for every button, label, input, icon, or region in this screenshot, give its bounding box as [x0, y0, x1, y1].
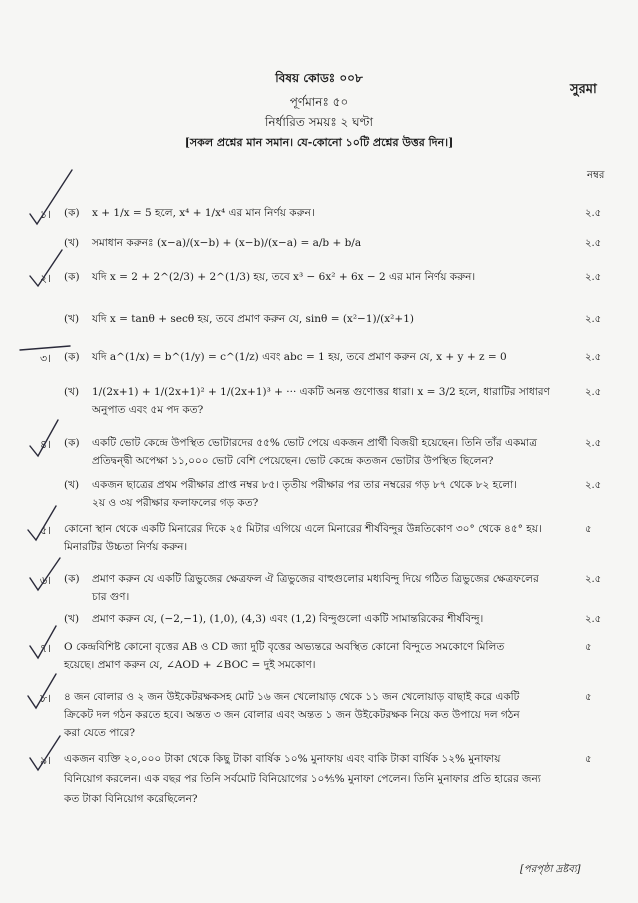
question-mark: ২.৫	[585, 272, 602, 283]
question-mark: ৫	[585, 642, 592, 653]
part-label: (খ)	[64, 237, 80, 249]
question-number: ৭।	[40, 642, 52, 655]
question-mark: ২.৫	[585, 438, 602, 449]
question-text: ৪ জন বোলার ও ২ জন উইকেটরক্ষকসহ মোট ১৬ জন খেলোয়াড় থেকে ১১ জন খেলোয়াড় বাছাই করে একটি	[64, 691, 520, 703]
question-mark: ২.৫	[585, 574, 602, 585]
question-text-cont: মিনারটির উচ্চতা নির্ণয় করুন।	[64, 541, 188, 553]
question-text-cont: কত টাকা বিনিয়োগ করেছিলেন?	[64, 793, 198, 805]
question-text-cont: প্রতিদ্বন্দ্বী অপেক্ষা ১১,০০০ ভোট বেশি পেয়েছেন। ভোট কেন্দ্রে কতজন ভোটার উপস্থিত ছিলেন?	[92, 455, 494, 467]
marks-column-label: নম্বর	[587, 170, 605, 181]
question-mark: ৫	[585, 692, 592, 703]
brand-logo: সুরমা	[570, 82, 597, 97]
question-text-cont: হয়েছে। প্রমাণ করুন যে, ∠AOD + ∠BOC = দুই সমকোণ।	[64, 659, 316, 671]
question-text: যদি x = 2 + 2^(2/3) + 2^(1/3) হয়, তবে x³ − 6x² + 6x − 2 এর মান নির্ণয় করুন।	[92, 271, 476, 283]
question-number: ১।	[40, 208, 52, 221]
question-text: যদি x = tanθ + secθ হয়, তবে প্রমাণ করুন যে, sinθ = (x²−1)/(x²+1)	[92, 313, 414, 325]
question-mark: ৫	[585, 524, 592, 535]
next-page-note: [পরপৃষ্ঠা দ্রষ্টব্য]	[520, 864, 581, 875]
question-number: ৫।	[40, 524, 52, 537]
question-number: ২।	[40, 272, 52, 285]
question-text: প্রমাণ করুন যে একটি ত্রিভুজের ক্ষেত্রফল ঐ ত্রিভুজের বাহুগুলোর মধ্যবিন্দু দিয়ে গঠিত ত্রিভুজের ক্ষেত্রফলের	[92, 573, 539, 585]
part-label: (ক)	[64, 207, 80, 219]
question-number: ৪।	[40, 438, 52, 451]
question-text: সমাধান করুনঃ (x−a)/(x−b) + (x−b)/(x−a) = a/b + b/a	[92, 237, 362, 249]
question-mark: ২.৫	[585, 314, 602, 325]
question-mark: ২.৫	[585, 387, 602, 398]
part-label: (খ)	[64, 479, 80, 491]
question-number: ৯।	[40, 754, 52, 767]
question-mark: ২.৫	[585, 238, 602, 249]
part-label: (খ)	[64, 313, 80, 325]
part-label: (খ)	[64, 386, 80, 398]
question-text: প্রমাণ করুন যে, (−2,−1), (1,0), (4,3) এবং (1,2) বিন্দুগুলো একটি সামান্তরিকের শীর্ষবিন্দু।	[92, 613, 484, 625]
question-number: ৬।	[40, 574, 52, 587]
question-number: ৮।	[40, 692, 52, 705]
question-text-cont: চার গুণ।	[92, 591, 130, 603]
question-text: O কেন্দ্রবিশিষ্ট কোনো বৃত্তের AB ও CD জ্যা দুটি বৃত্তের অভ্যন্তরে অবস্থিত কোনো বিন্দুতে সমকোণে মিলিত	[64, 641, 505, 653]
part-label: (ক)	[64, 351, 80, 363]
question-mark: ২.৫	[585, 352, 602, 363]
part-label: (ক)	[64, 437, 80, 449]
question-text: একজন ব্যক্তি ২০,০০০ টাকা থেকে কিছু টাকা বার্ষিক ১০% মুনাফায় এবং বাকি টাকা বার্ষিক ১২% মুনাফায়	[64, 753, 501, 765]
question-text-cont: ক্রিকেট দল গঠন করতে হবে। অন্তত ৩ জন বোলার এবং অন্তত ১ জন উইকেটরক্ষক নিয়ে কত উপায়ে দল গঠন	[64, 709, 520, 721]
question-mark: ২.৫	[585, 614, 602, 625]
part-label: (ক)	[64, 271, 80, 283]
question-text-cont: ২য় ও ৩য় পরীক্ষার ফলাফলের গড় কত?	[92, 497, 259, 509]
question-text: 1/(2x+1) + 1/(2x+1)² + 1/(2x+1)³ + ··· একটি অনন্ত গুণোত্তর ধারা। x = 3/2 হলে, ধারাটির সাধারণ	[92, 386, 550, 398]
question-text-cont: করা যেতে পারে?	[64, 727, 136, 739]
question-mark: ২.৫	[585, 208, 602, 219]
part-label: (ক)	[64, 573, 80, 585]
question-text-cont: বিনিয়োগ করলেন। এক বছর পর তিনি সর্বমোট বিনিয়োগের ১০⅘% মুনাফা পেলেন। তিনি মুনাফার প্রতি হারের জন্য	[64, 773, 541, 785]
question-text: x + 1/x = 5 হলে, x⁴ + 1/x⁴ এর মান নির্ণয় করুন।	[92, 207, 315, 219]
question-text: যদি a^(1/x) = b^(1/y) = c^(1/z) এবং abc = 1 হয়, তবে প্রমাণ করুন যে, x + y + z = 0	[92, 351, 507, 363]
part-label: (খ)	[64, 613, 80, 625]
time-limit: নির্ধারিত সময়ঃ ২ ঘণ্টা	[265, 115, 373, 129]
question-mark: ৫	[585, 754, 592, 765]
question-text-cont: অনুপাত এবং ৫ম পদ কত?	[92, 404, 204, 416]
question-mark: ২.৫	[585, 480, 602, 491]
question-text: একটি ভোট কেন্দ্রে উপস্থিত ভোটারদের ৫৫% ভোট পেয়ে একজন প্রার্থী বিজয়ী হয়েছেন। তিনি তাঁর একমাত্র	[92, 437, 537, 449]
instruction: [সকল প্রশ্নের মান সমান। যে-কোনো ১০টি প্রশ্নের উত্তর দিন।]	[184, 136, 454, 149]
subject-code: বিষয় কোডঃ ০০৮	[275, 71, 363, 85]
question-text: কোনো স্থান থেকে একটি মিনারের দিকে ২৫ মিটার এগিয়ে এলে মিনারের শীর্ষবিন্দুর উন্নতিকোণ ৩০° থেকে ৪৫° হয়।	[64, 523, 542, 535]
question-number: ৩।	[40, 352, 52, 365]
full-marks: পূর্ণমানঃ ৫০	[289, 95, 349, 109]
question-text: একজন ছাত্রের প্রথম পরীক্ষার প্রাপ্ত নম্বর ৮৫। তৃতীয় পরীক্ষার পর তার নম্বরের গড় ৮৭ থেকে ৮২ হলো।	[92, 479, 517, 491]
